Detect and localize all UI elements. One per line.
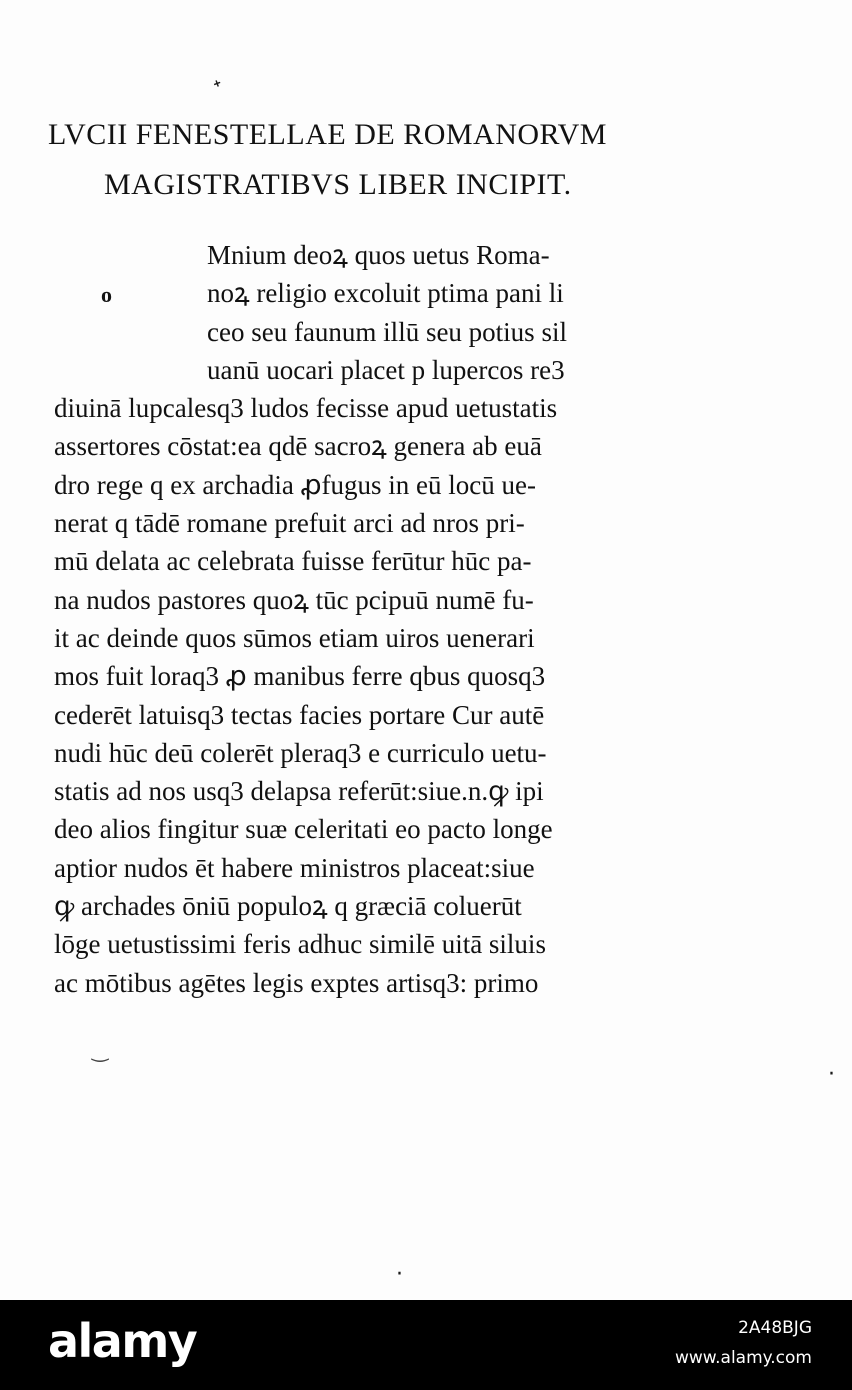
drop-initial: o	[101, 282, 112, 307]
text-line: ac mōtibus agētes legis exptes artisq3: primo	[54, 967, 539, 998]
text-line: Mnium deoꝝ quos uetus Roma-	[207, 240, 550, 270]
body-text	[54, 236, 654, 1002]
text-line: deo alios fingitur suæ celeritati eo pacto longe	[54, 814, 553, 845]
text-line: nudi hūc deū colerēt pleraq3 e curriculo uetu-	[54, 737, 547, 768]
text-line: diuinā lupcalesq3 ludos fecisse apud uetustatis	[54, 393, 558, 424]
title-line-2: MAGISTRATIBVS LIBER INCIPIT.	[104, 168, 572, 201]
stray-mark-3: ·	[828, 1062, 835, 1087]
text-line: nerat q tādē romane prefuit arci ad nros pri-	[54, 508, 525, 539]
title-line-1: LVCII FENESTELLAE DE ROMANORVM	[48, 118, 607, 151]
image-id: 2A48BJG	[738, 1318, 812, 1338]
text-line: assertores cōstat:ea qdē sacroꝝ genera ab euā	[54, 431, 542, 462]
stray-mark-2: ·	[396, 1262, 403, 1287]
text-line: na nudos pastores quoꝝ tūc pcipuū numē fu-	[54, 584, 534, 615]
text-line: cederēt latuisq3 tectas facies portare Cur autē	[54, 699, 545, 730]
text-line: statis ad nos usq3 delapsa referūt:siue.n.ꝙ ipi	[54, 776, 544, 807]
text-line: it ac deinde quos sūmos etiam uiros uenerari	[54, 622, 535, 653]
corner-mark: ᐩ	[209, 73, 228, 103]
stray-mark-1: ‿	[92, 1038, 109, 1062]
text-line: uanū uocari placet p lupercos re3	[207, 354, 565, 385]
text-line: noꝝ religio excoluit ptima pani li	[207, 278, 564, 309]
text-line: ꝙ archades ōniū populoꝝ q græciā coluerūt	[54, 891, 522, 922]
text-line: lōge uetustissimi feris adhuc similē uitā siluis	[54, 929, 546, 960]
site-url: www.alamy.com	[674, 1348, 812, 1368]
watermark-footer	[0, 1300, 852, 1390]
text-line: mos fuit loraq3 ꝓ manibus ferre qbus quosq3	[54, 661, 546, 692]
alamy-logo: alamy	[48, 1314, 197, 1368]
text-line: ceo seu faunum illū seu potius sil	[207, 316, 567, 347]
text-line: mū delata ac celebrata fuisse ferūtur hūc pa-	[54, 546, 532, 577]
page-title	[48, 110, 648, 210]
text-line: aptior nudos ēt habere ministros placeat:siue	[54, 852, 535, 883]
text-line: dro rege q ex archadia ꝓfugus in eū locū ue-	[54, 469, 536, 500]
